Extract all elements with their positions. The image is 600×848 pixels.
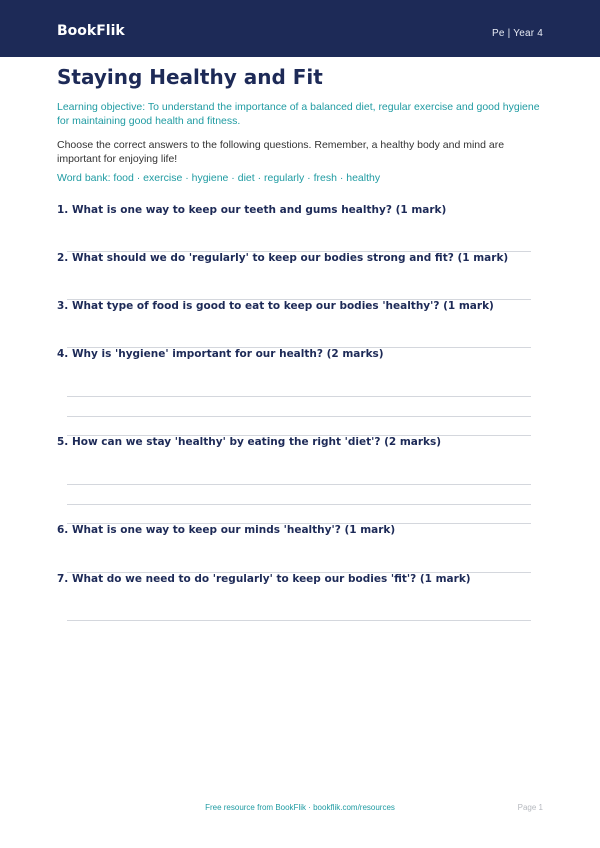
question-2: 2. What should we do 'regularly' to keep our bodies strong and fit? (1 mark) [57,252,509,264]
word-bank: Word bank: food · exercise · hygiene · diet · regularly · fresh · healthy [57,172,381,184]
answer-line[interactable] [67,620,531,621]
learning-objective: Learning objective: To understand the importance of a balanced diet, regular exercise and good hygiene for maintaining good health and fitness. [57,101,540,127]
page-header [0,0,600,57]
page-number: Page 1 [517,803,543,812]
question-4: 4. Why is 'hygiene' important for our health? (2 marks) [57,348,384,360]
question-1: 1. What is one way to keep our teeth and gums healthy? (1 mark) [57,204,447,216]
footer-credit: Free resource from BookFlik · bookflik.com/resources [205,803,395,812]
brand-logo-text: BookFlik [57,23,125,39]
worksheet-title: Staying Healthy and Fit [57,65,323,89]
question-5: 5. How can we stay 'healthy' by eating the right 'diet'? (2 marks) [57,436,442,448]
answer-line[interactable] [67,504,531,505]
question-7: 7. What do we need to do 'regularly' to keep our bodies 'fit'? (1 mark) [57,573,471,585]
subject-year-label: Pe | Year 4 [492,28,543,39]
answer-line[interactable] [67,396,531,397]
answer-line[interactable] [67,416,531,417]
instructions-text: Choose the correct answers to the following questions. Remember, a healthy body and mind are important for enjoying life! [57,139,505,165]
question-3: 3. What type of food is good to eat to keep our bodies 'healthy'? (1 mark) [57,300,494,312]
question-6: 6. What is one way to keep our minds 'healthy'? (1 mark) [57,524,396,536]
answer-line[interactable] [67,484,531,485]
